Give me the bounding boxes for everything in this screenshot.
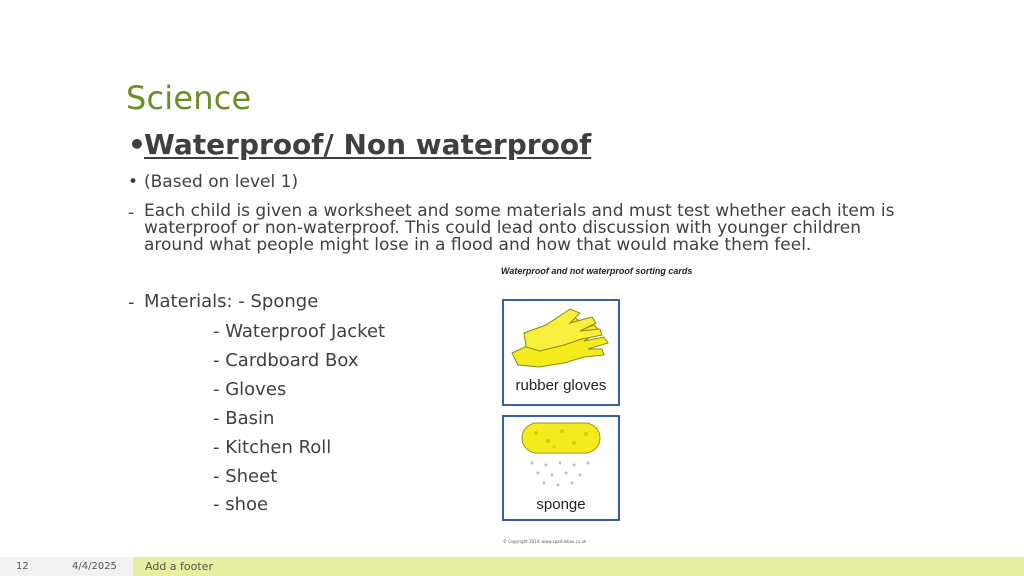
copyright-text: © Copyright 2010. www.sparklebox.co.uk xyxy=(503,539,587,544)
description-line: Each child is given a worksheet and some materials and must test whether each item is xyxy=(144,201,895,221)
material-item: - shoe xyxy=(213,494,269,515)
materials-label: Materials: - Sponge xyxy=(144,291,319,312)
sponge-icon xyxy=(504,419,618,494)
card-rubber-gloves xyxy=(502,299,620,406)
heading-row xyxy=(128,128,591,161)
slide-number: 12 xyxy=(16,561,29,572)
material-item: - Basin xyxy=(213,408,275,429)
materials-dash: - xyxy=(128,292,135,313)
card-label: sponge xyxy=(536,496,586,513)
material-item: - Kitchen Roll xyxy=(213,437,332,458)
description-paragraph xyxy=(144,203,904,254)
rubber-gloves-icon xyxy=(504,303,618,373)
heading-bullet: • xyxy=(128,128,146,161)
material-item: - Sheet xyxy=(213,466,278,487)
description-line: around what people might lose in a flood and how that would make them feel. xyxy=(144,235,812,255)
slide-title: Science xyxy=(126,79,252,117)
card-label: rubber gloves xyxy=(515,377,607,394)
level-note: (Based on level 1) xyxy=(144,172,299,192)
material-item: - Gloves xyxy=(213,379,287,400)
card-sponge xyxy=(502,415,620,521)
sorting-cards-image xyxy=(489,262,704,552)
footer-text-area[interactable] xyxy=(133,557,1024,576)
footer-date: 4/4/2025 xyxy=(72,561,117,572)
material-item: - Waterproof Jacket xyxy=(213,321,386,342)
heading-text: Waterproof/ Non waterproof xyxy=(144,128,592,161)
footer-bar xyxy=(0,557,1024,576)
footer-text: Add a footer xyxy=(145,560,213,573)
level-bullet: • xyxy=(128,172,139,192)
cards-title: Waterproof and not waterproof sorting cards xyxy=(501,266,693,276)
description-line: waterproof or non-waterproof. This could lead onto discussion with younger children xyxy=(144,218,861,238)
material-item: - Cardboard Box xyxy=(213,350,359,371)
description-dash: - xyxy=(128,203,135,223)
